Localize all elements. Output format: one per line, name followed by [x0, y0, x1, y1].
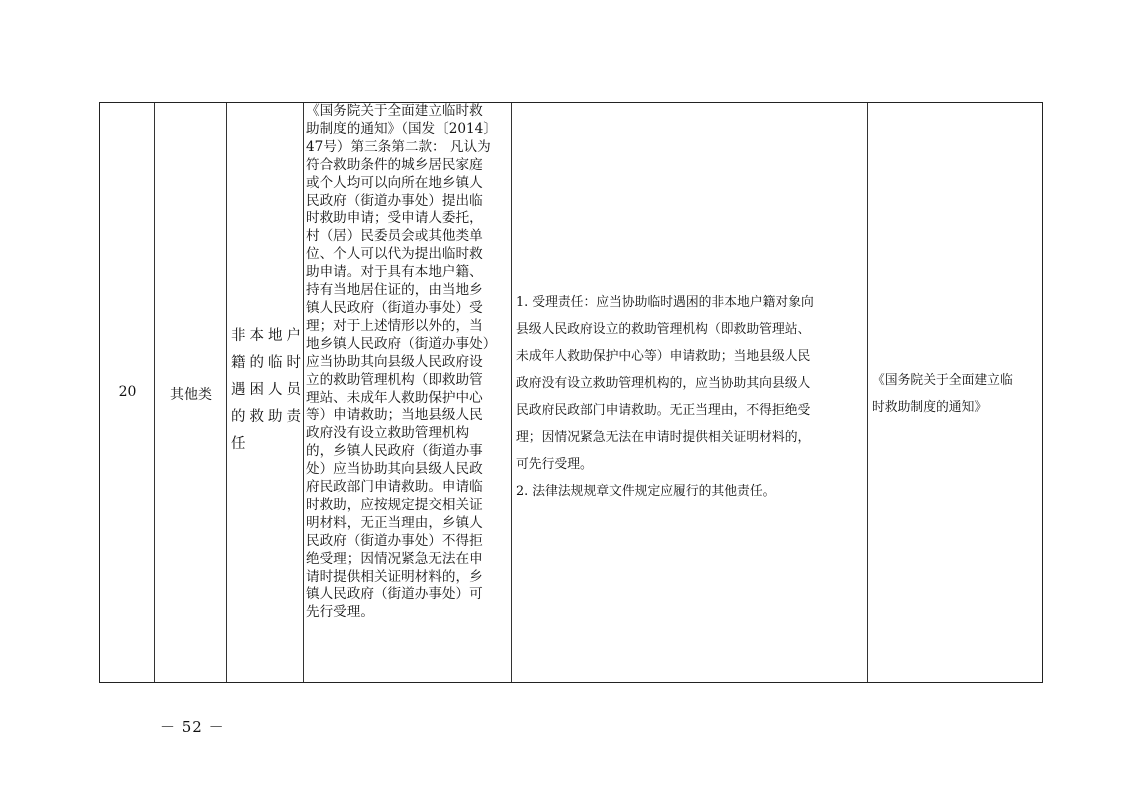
row-reference: 《国务院关于全面建立临 时救助制度的通知》 — [872, 373, 1013, 415]
row-legal-basis: 《国务院关于全面建立临时救 助制度的通知》（国发〔2014〕 47号）第三条第二款： 凡认为 符合救助条件的城乡居民家庭 或个人均可以向所在地乡镇人 民政府（街道办事处）提出临 时救助申请；受申请人委托， 村（居）民委员会或其他类单 位、个人可以代为提出临时救 助申请。对于具有本地户籍、 持有当地居住证的，由当地乡 镇人民政府（街道办事处）受 理；对于上述情形以外的，当 地乡镇人民政府（街道办事处） 应当协助其向县级人民政府设 立的救助管理机构（即救助管 理站、未成年人救助保护中心 等）申请救助；当地县级人民 政府没有设立救助管理机构 的，乡镇人民政府（街道办事 处）应当协助其向县级人民政 府民政部门申请救助。申请临 时救助，应按规定提交相关证 明材料，无正当理由，乡镇人 民政府（街道办事处）不得拒 绝受理；因情况紧急无法在申 请时提供相关证明材料的，乡 镇人民政府（街道办事处）可 先行受理。 — [306, 103, 497, 621]
page-number: － 52 － — [160, 718, 225, 736]
item-line: 籍的临时 — [231, 355, 301, 371]
item-line: 的救助责 — [231, 409, 301, 425]
item-line: 遇困人员 — [231, 382, 301, 398]
item-line: 任 — [231, 436, 246, 452]
responsibility-table — [99, 102, 1043, 683]
row-category: 其他类 — [170, 387, 212, 403]
row-item — [231, 323, 301, 458]
row-number: 20 — [118, 384, 137, 400]
row-responsibility: 1. 受理责任：应当协助临时遇困的非本地户籍对象向 县级人民政府设立的救助管理机构（即救助管理站、 未成年人救助保护中心等）申请救助；当地县级人民 政府没有设立救助管理机构的，应当协助其向县级人 民政府民政部门申请救助。无正当理由，不得拒绝受 理；因情况紧急无法在申请时提供相关证明材料的， 可先行受理。 2. 法律法规规章文件规定应履行的其他责任。 — [516, 295, 814, 499]
item-line: 非本地户 — [231, 328, 301, 344]
